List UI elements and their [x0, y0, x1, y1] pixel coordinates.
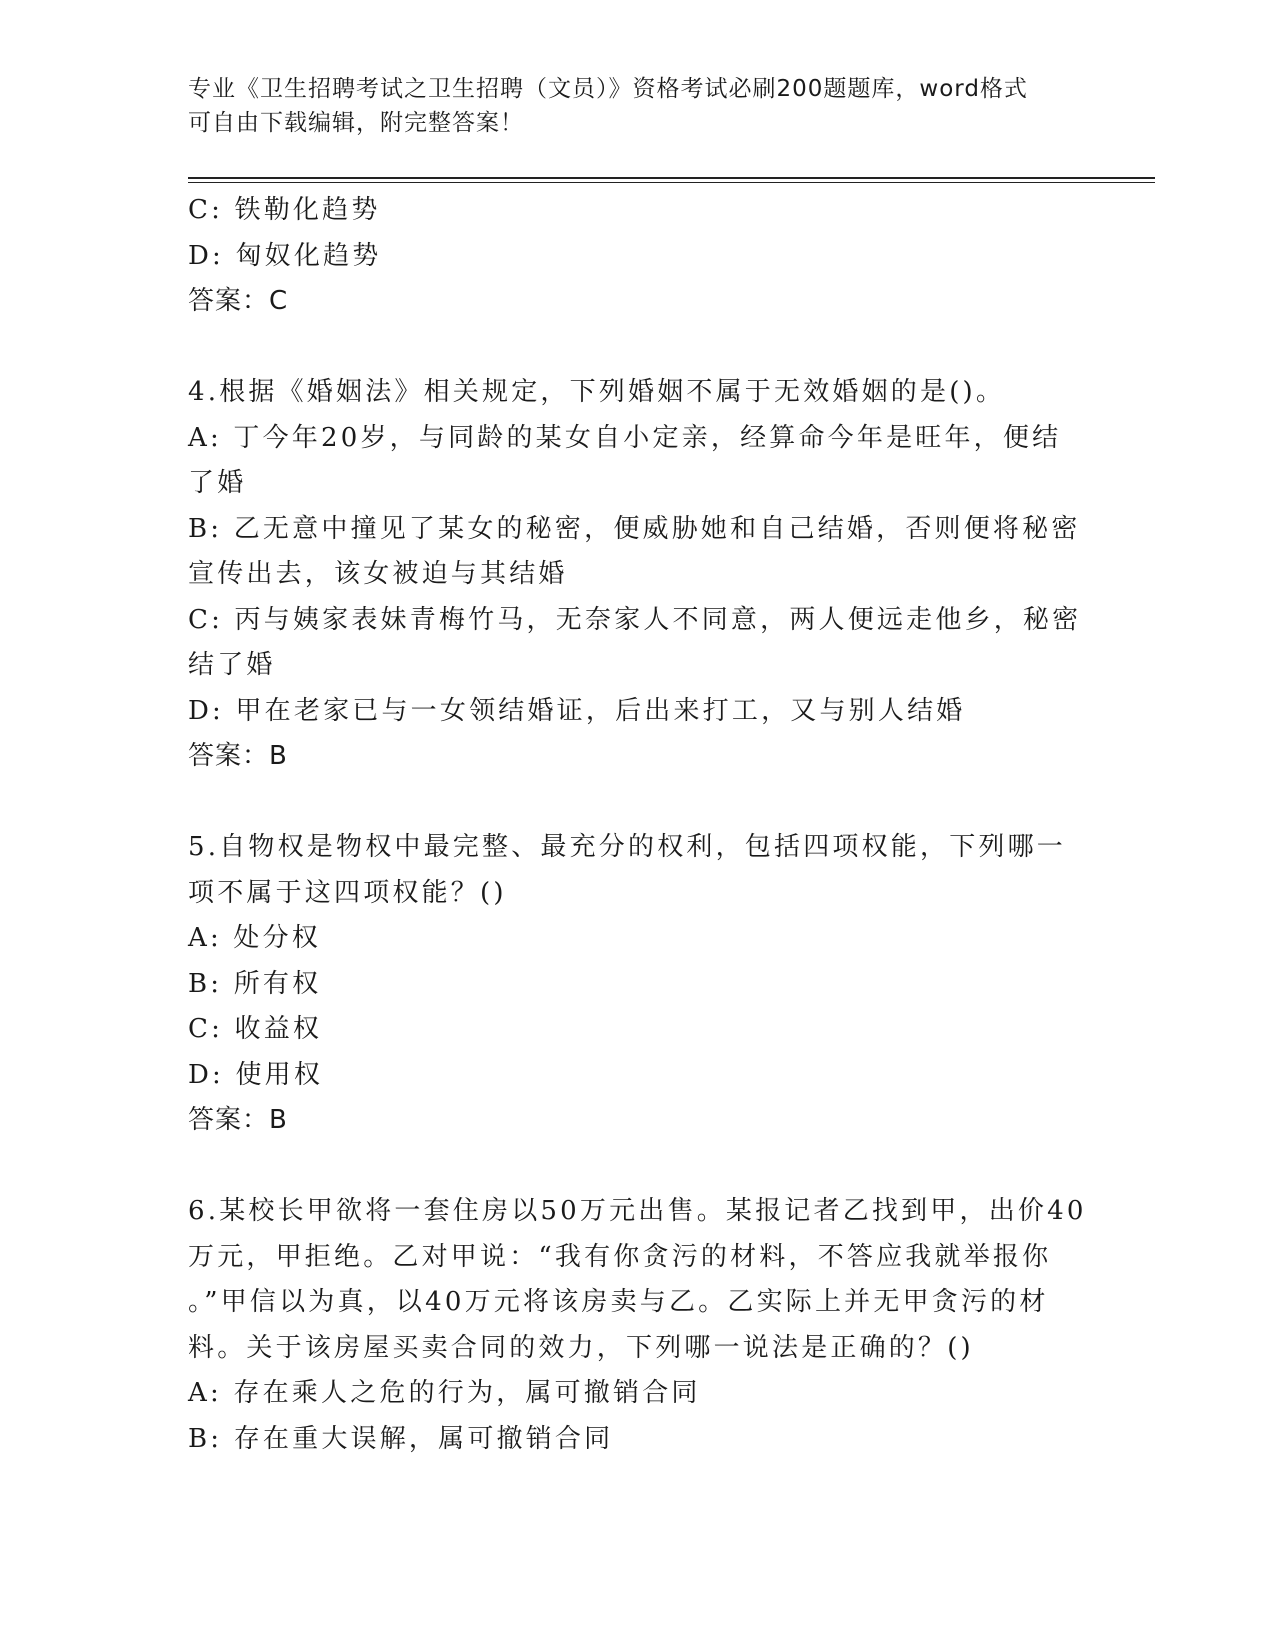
q6-stem-line-2: 万元，甲拒绝。乙对甲说：“我有你贪污的材料，不答应我就举报你 [188, 1241, 1052, 1272]
q6-option-b: B: 存在重大误解，属可撤销合同 [188, 1423, 614, 1454]
q6-stem-line-4: 料。关于该房屋买卖合同的效力，下列哪一说法是正确的？() [188, 1332, 974, 1363]
page-header [188, 72, 1068, 140]
q3-option-d: D: 匈奴化趋势 [188, 240, 382, 271]
spacer [188, 1144, 1088, 1190]
q5-stem-line-2: 项不属于这四项权能？() [188, 877, 507, 908]
q4-stem: 4.根据《婚姻法》相关规定，下列婚姻不属于无效婚姻的是()。 [188, 377, 1006, 407]
q4-option-b-line-2: 宣传出去，该女被迫与其结婚 [188, 559, 568, 589]
header-title-line-2: 可自由下载编辑，附完整答案！ [188, 110, 524, 136]
q5-option-a: A: 处分权 [188, 923, 322, 953]
document-body [188, 188, 1088, 1462]
q6-stem-line-3: 。”甲信以为真，以40万元将该房卖与乙。乙实际上并无甲贪污的材 [188, 1287, 1049, 1317]
q4-option-d: D: 甲在老家已与一女领结婚证，后出来打工，又与别人结婚 [188, 695, 966, 726]
q4-option-a-line-2: 了婚 [188, 468, 247, 498]
header-divider [188, 177, 1155, 183]
q5-stem-line-1: 5.自物权是物权中最完整、最充分的权利，包括四项权能，下列哪一 [188, 832, 1067, 862]
q3-answer: 答案：C [188, 286, 289, 316]
q5-option-b: B: 所有权 [188, 968, 322, 999]
q6-stem-line-1: 6.某校长甲欲将一套住房以50万元出售。某报记者乙找到甲，出价40 [188, 1196, 1087, 1226]
q5-option-c: C: 收益权 [188, 1014, 323, 1044]
q3-option-c: C: 铁勒化趋势 [188, 195, 381, 225]
q4-option-b-line-1: B: 乙无意中撞见了某女的秘密，便威胁她和自己结婚，否则便将秘密 [188, 513, 1081, 544]
header-title-line-1: 专业《卫生招聘考试之卫生招聘（文员）》资格考试必刷200题题库，word格式 [188, 76, 1028, 102]
q4-option-c-line-1: C: 丙与姨家表妹青梅竹马，无奈家人不同意，两人便远走他乡，秘密 [188, 604, 1082, 635]
spacer [188, 780, 1088, 826]
q5-option-d: D: 使用权 [188, 1059, 324, 1090]
q6-option-a: A: 存在乘人之危的行为，属可撤销合同 [188, 1378, 701, 1408]
spacer [188, 325, 1088, 371]
q4-answer: 答案：B [188, 741, 288, 771]
q5-answer: 答案：B [188, 1105, 288, 1135]
q4-option-c-line-2: 结了婚 [188, 650, 276, 680]
q4-option-a-line-1: A: 丁今年20岁，与同龄的某女自小定亲，经算命今年是旺年，便结 [188, 422, 1062, 453]
